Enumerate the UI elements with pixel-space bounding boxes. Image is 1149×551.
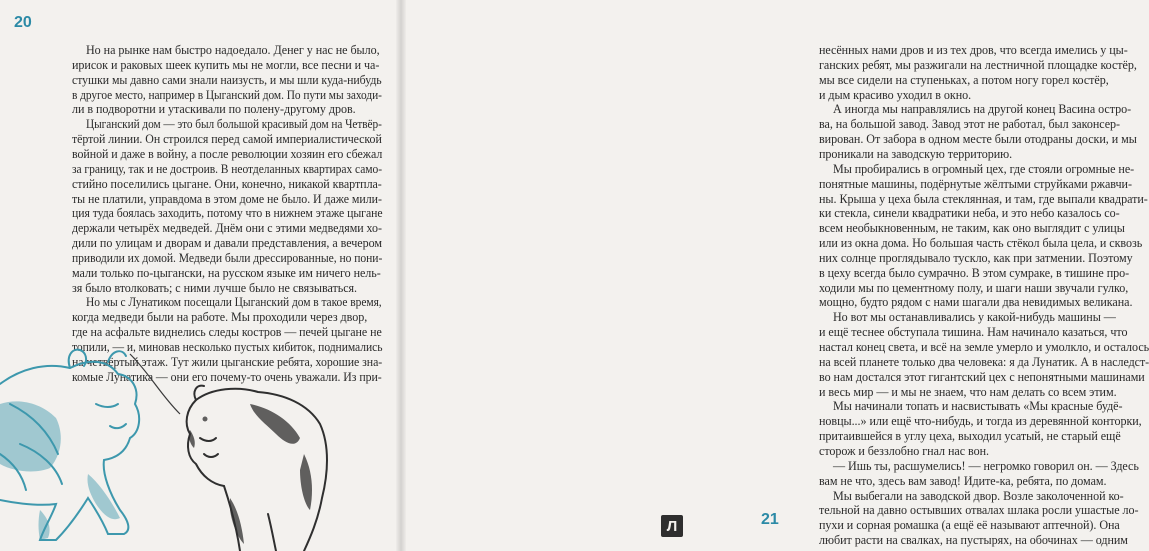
text-line: на четвёртый этаж. Тут жили цыганские ребята, хорошие зна- — [72, 354, 383, 369]
text-line: комые Лунатика — они его почему-то очень уважали. Из при- — [72, 369, 382, 384]
text-line: мощно, будто рядом с нами шагали два невидимых великана. — [819, 295, 1133, 310]
right-page — [401, 0, 1149, 551]
text-line: топили, — и, миновав несколько пустых кибиток, поднимались — [72, 340, 383, 354]
text-line: ва, на большой завод. Завод этот не работал, был законсер- — [819, 117, 1121, 132]
text-line: в другое место, например в Цыганский дом. По пути мы заходи- — [72, 87, 382, 102]
text-line: понятные машины, подёрнутые жёлтыми струйками ржавчи- — [819, 176, 1132, 191]
text-line: ирисок и раковых шеек купить мы не могли, все песни и ча- — [72, 57, 380, 72]
text-line: сторож и беззлобно гнал нас вон. — [819, 443, 989, 458]
text-line: Мы начинали топать и насвистывать «Мы красные будё- — [833, 399, 1123, 414]
text-line: пухи и сорная ромашка (а ещё её называют аптечной). Она — [819, 518, 1120, 533]
text-line: них солнце проглядывало тускло, как при затмении. Поэтому — [819, 250, 1133, 265]
text-line: ки стекла, синели квадратики неба, и это небо казалось со- — [819, 206, 1120, 221]
text-line: Мы пробирались в огромный цех, где стояли огромные не- — [833, 161, 1135, 176]
text-line: ходили мы по цементному полу, и шаги наши звучали гулко, — [819, 280, 1129, 295]
text-line: тёртой линии. Он строился перед самой империалистической — [72, 132, 382, 147]
text-line: где на асфальте виднелись следы костров — печей цыгане не — [72, 325, 382, 340]
text-line: Но вот мы останавливались у какой-нибудь машины — — [833, 310, 1116, 325]
text-line: Мы выбегали на заводской двор. Возле заколоченной ко- — [833, 488, 1124, 503]
text-line: ты не платили, управдома в этом доме не было. И даже мили- — [72, 191, 382, 206]
text-line: ция туда боялась заходить, потому что в нижнем этаже цыгане — [72, 206, 383, 221]
text-line: за границу, так и не достроив. В неотделанных квартирах само- — [72, 161, 383, 176]
text-line: новцы...» или ещё что-нибудь, и тогда из деревянной конторки, — [819, 414, 1142, 429]
text-line: настал конец света, и всё на земле умерло и умолкло, и осталось — [819, 340, 1149, 354]
text-line: приводили их домой. Медведи были дрессированные, но пони- — [72, 250, 383, 265]
text-line: мы все сидели на ступеньках, а потом ногу горел костёр, — [819, 72, 1109, 87]
text-line: когда медведи были на работе. Мы проходили через двор, — [72, 310, 368, 325]
page-number: 21 — [761, 511, 779, 528]
text-line: Но на рынке нам быстро надоедало. Денег у нас не было, — [86, 43, 380, 57]
text-line: ны. Крыша у цеха была стеклянная, и там, где выпали квадрати- — [819, 191, 1148, 206]
text-line: Цыганский дом — это был большой красивый дом на Четвёр- — [86, 117, 382, 132]
page-number: 20 — [14, 14, 32, 31]
bears-illustration — [0, 334, 330, 551]
text-line: — Ишь ты, расшумелись! — негромко говорил он. — Здесь — [833, 458, 1139, 473]
text-line: дили по улицам и дворам и давали представления, а вечером — [72, 236, 382, 251]
text-line: ганских ребят, мы разжигали на лестничной площадке костёр, — [819, 57, 1137, 72]
text-line: на всей планете только два человека: я да Лунатик. А в наследст- — [819, 354, 1149, 369]
text-line: любит расти на свалках, на пустырях, на обочинах — одним — [819, 533, 1128, 548]
leash-line — [130, 354, 180, 414]
text-line: и весь мир — и мы не знаем, что нам делать со всем этим. — [819, 384, 1117, 399]
text-line: тельной на давно остывших отвалах шлака росли ушастые ло- — [819, 503, 1139, 518]
text-line: вам не что, здесь вам завод! Идите-ка, ребята, по домам. — [819, 473, 1107, 488]
text-line: ли в подворотни и утаскивали по полену-другому дров. — [72, 102, 356, 117]
publisher-logo-letter: Л — [666, 517, 678, 535]
text-line: и дым красиво уходил в окно. — [819, 87, 972, 102]
text-line: проникали на заводскую территорию. — [819, 146, 1013, 161]
text-line: А иногда мы направлялись на другой конец Васина остро- — [833, 102, 1132, 117]
text-line: в цеху всегда было сумрачно. В этом сумраке, в тишине про- — [819, 265, 1130, 280]
text-line: стийно поселились цыгане. Они, конечно, никакой квартпла- — [72, 176, 382, 191]
text-line: во нам достался этот гигантский цех с непонятными машинами — [819, 369, 1145, 384]
text-line: держали четырёх медведей. Днём они с этими медведями хо- — [72, 221, 382, 236]
text-line: вирован. От забора в одном месте были отодраны доски, и мы — [819, 132, 1137, 147]
text-line: всем необыкновенным, не таким, как оно выглядит с улицы — [819, 221, 1125, 236]
text-line: зя было втолковать; с ними лучше было не связываться. — [72, 280, 357, 295]
text-line: несённых нами дров и из тех дров, что всегда имелись у цы- — [819, 43, 1128, 57]
text-line: или из окна дома. Но большая часть стёкол была цела, и сквозь — [819, 236, 1143, 251]
text-line: Но мы с Лунатиком посещали Цыганский дом в такое время, — [86, 295, 382, 310]
text-line: мали только по-цыгански, на русском языке им ничего нель- — [72, 265, 381, 280]
text-line: войной и даже в войну, а после революции хозяин его сбежал — [72, 146, 383, 161]
text-line: и ещё теснее обступала тишина. Нам начинало казаться, что — [819, 325, 1128, 340]
publisher-logo — [661, 515, 683, 537]
text-line: стушки мы давно сами знали наизусть, и мы шли куда-нибудь — [72, 72, 382, 87]
text-line: притаившейся в углу цеха, выходил усатый, не старый ещё — [819, 429, 1121, 444]
